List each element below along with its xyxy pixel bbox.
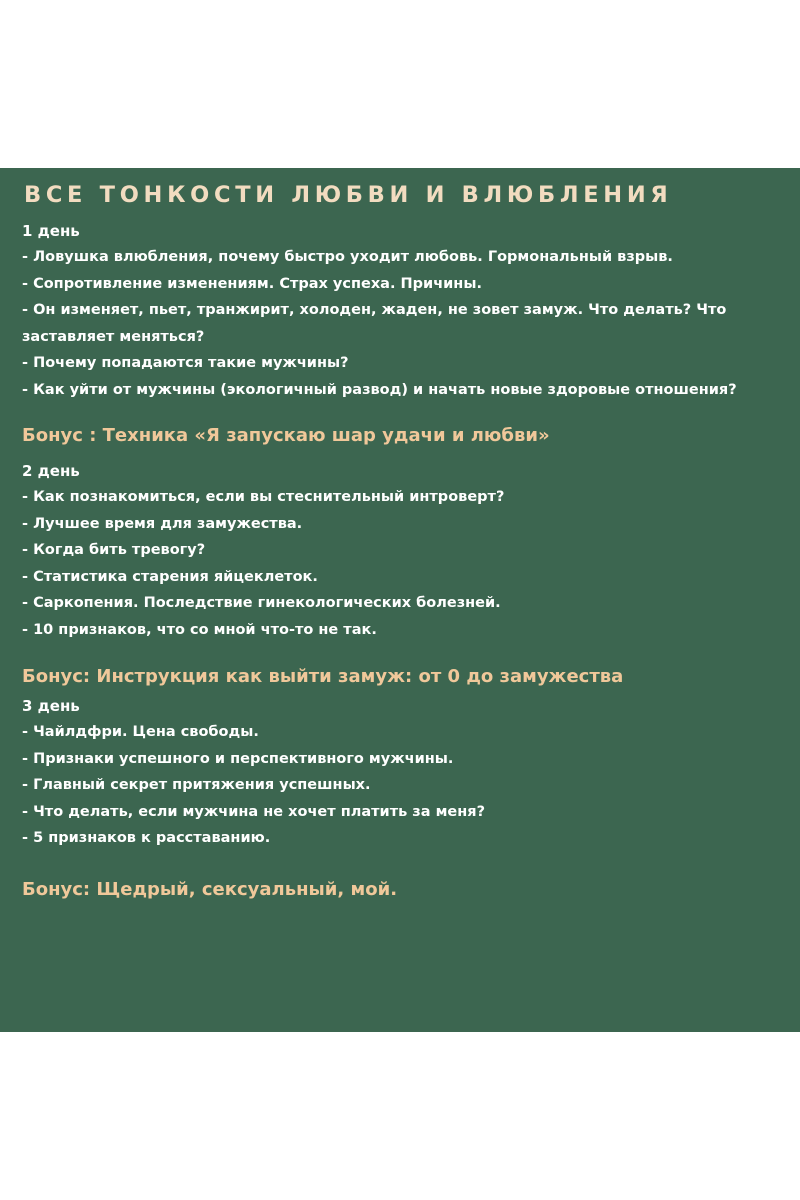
day-label: 2 день <box>22 462 80 480</box>
list-item: - 5 признаков к расставанию. <box>22 830 271 846</box>
day-section-1 <box>22 218 778 452</box>
list-item: - Лучшее время для замужества. <box>22 515 303 532</box>
day-label: 3 день <box>22 697 80 715</box>
list-item: - Он изменяет, пьет, транжирит, холоден, жаден, не зовет замуж. Что делать? Что заставляет меняться? <box>22 302 727 345</box>
page-title: ВСЕ ТОНКОСТИ ЛЮБВИ И ВЛЮБЛЕНИЯ <box>24 182 673 208</box>
list-item: - Признаки успешного и перспективного мужчины. <box>22 750 454 767</box>
list-item: - Как познакомиться, если вы стеснительный интроверт? <box>22 489 505 505</box>
list-item: - Ловушка влюбления, почему быстро уходит любовь. Гормональный взрыв. <box>22 249 673 265</box>
list-item: - Чайлдфри. Цена свободы. <box>22 724 259 740</box>
day-section-2 <box>22 458 778 693</box>
list-item: - Сопротивление изменениям. Страх успеха. Причины. <box>22 275 482 292</box>
bonus-heading: Бонус : Техника «Я запускаю шар удачи и любви» <box>22 425 550 446</box>
list-item: - Почему попадаются такие мужчины? <box>22 355 349 371</box>
list-item: - Когда бить тревогу? <box>22 542 206 558</box>
course-program-panel <box>0 168 800 1032</box>
list-item: - Главный секрет притяжения успешных. <box>22 777 371 793</box>
list-item: - Как уйти от мужчины (экологичный развод) и начать новые здоровые отношения? <box>22 381 737 398</box>
list-item: - Статистика старения яйцеклеток. <box>22 568 318 585</box>
list-item: - Что делать, если мужчина не хочет платить за меня? <box>22 803 485 820</box>
day-section-3 <box>22 693 778 906</box>
list-item: - Саркопения. Последствие гинекологических болезней. <box>22 595 501 611</box>
day-label: 1 день <box>22 222 80 240</box>
bonus-heading: Бонус: Инструкция как выйти замуж: от 0 до замужества <box>22 666 624 687</box>
bonus-heading: Бонус: Щедрый, сексуальный, мой. <box>22 878 398 900</box>
list-item: - 10 признаков, что со мной что-то не так. <box>22 621 377 638</box>
